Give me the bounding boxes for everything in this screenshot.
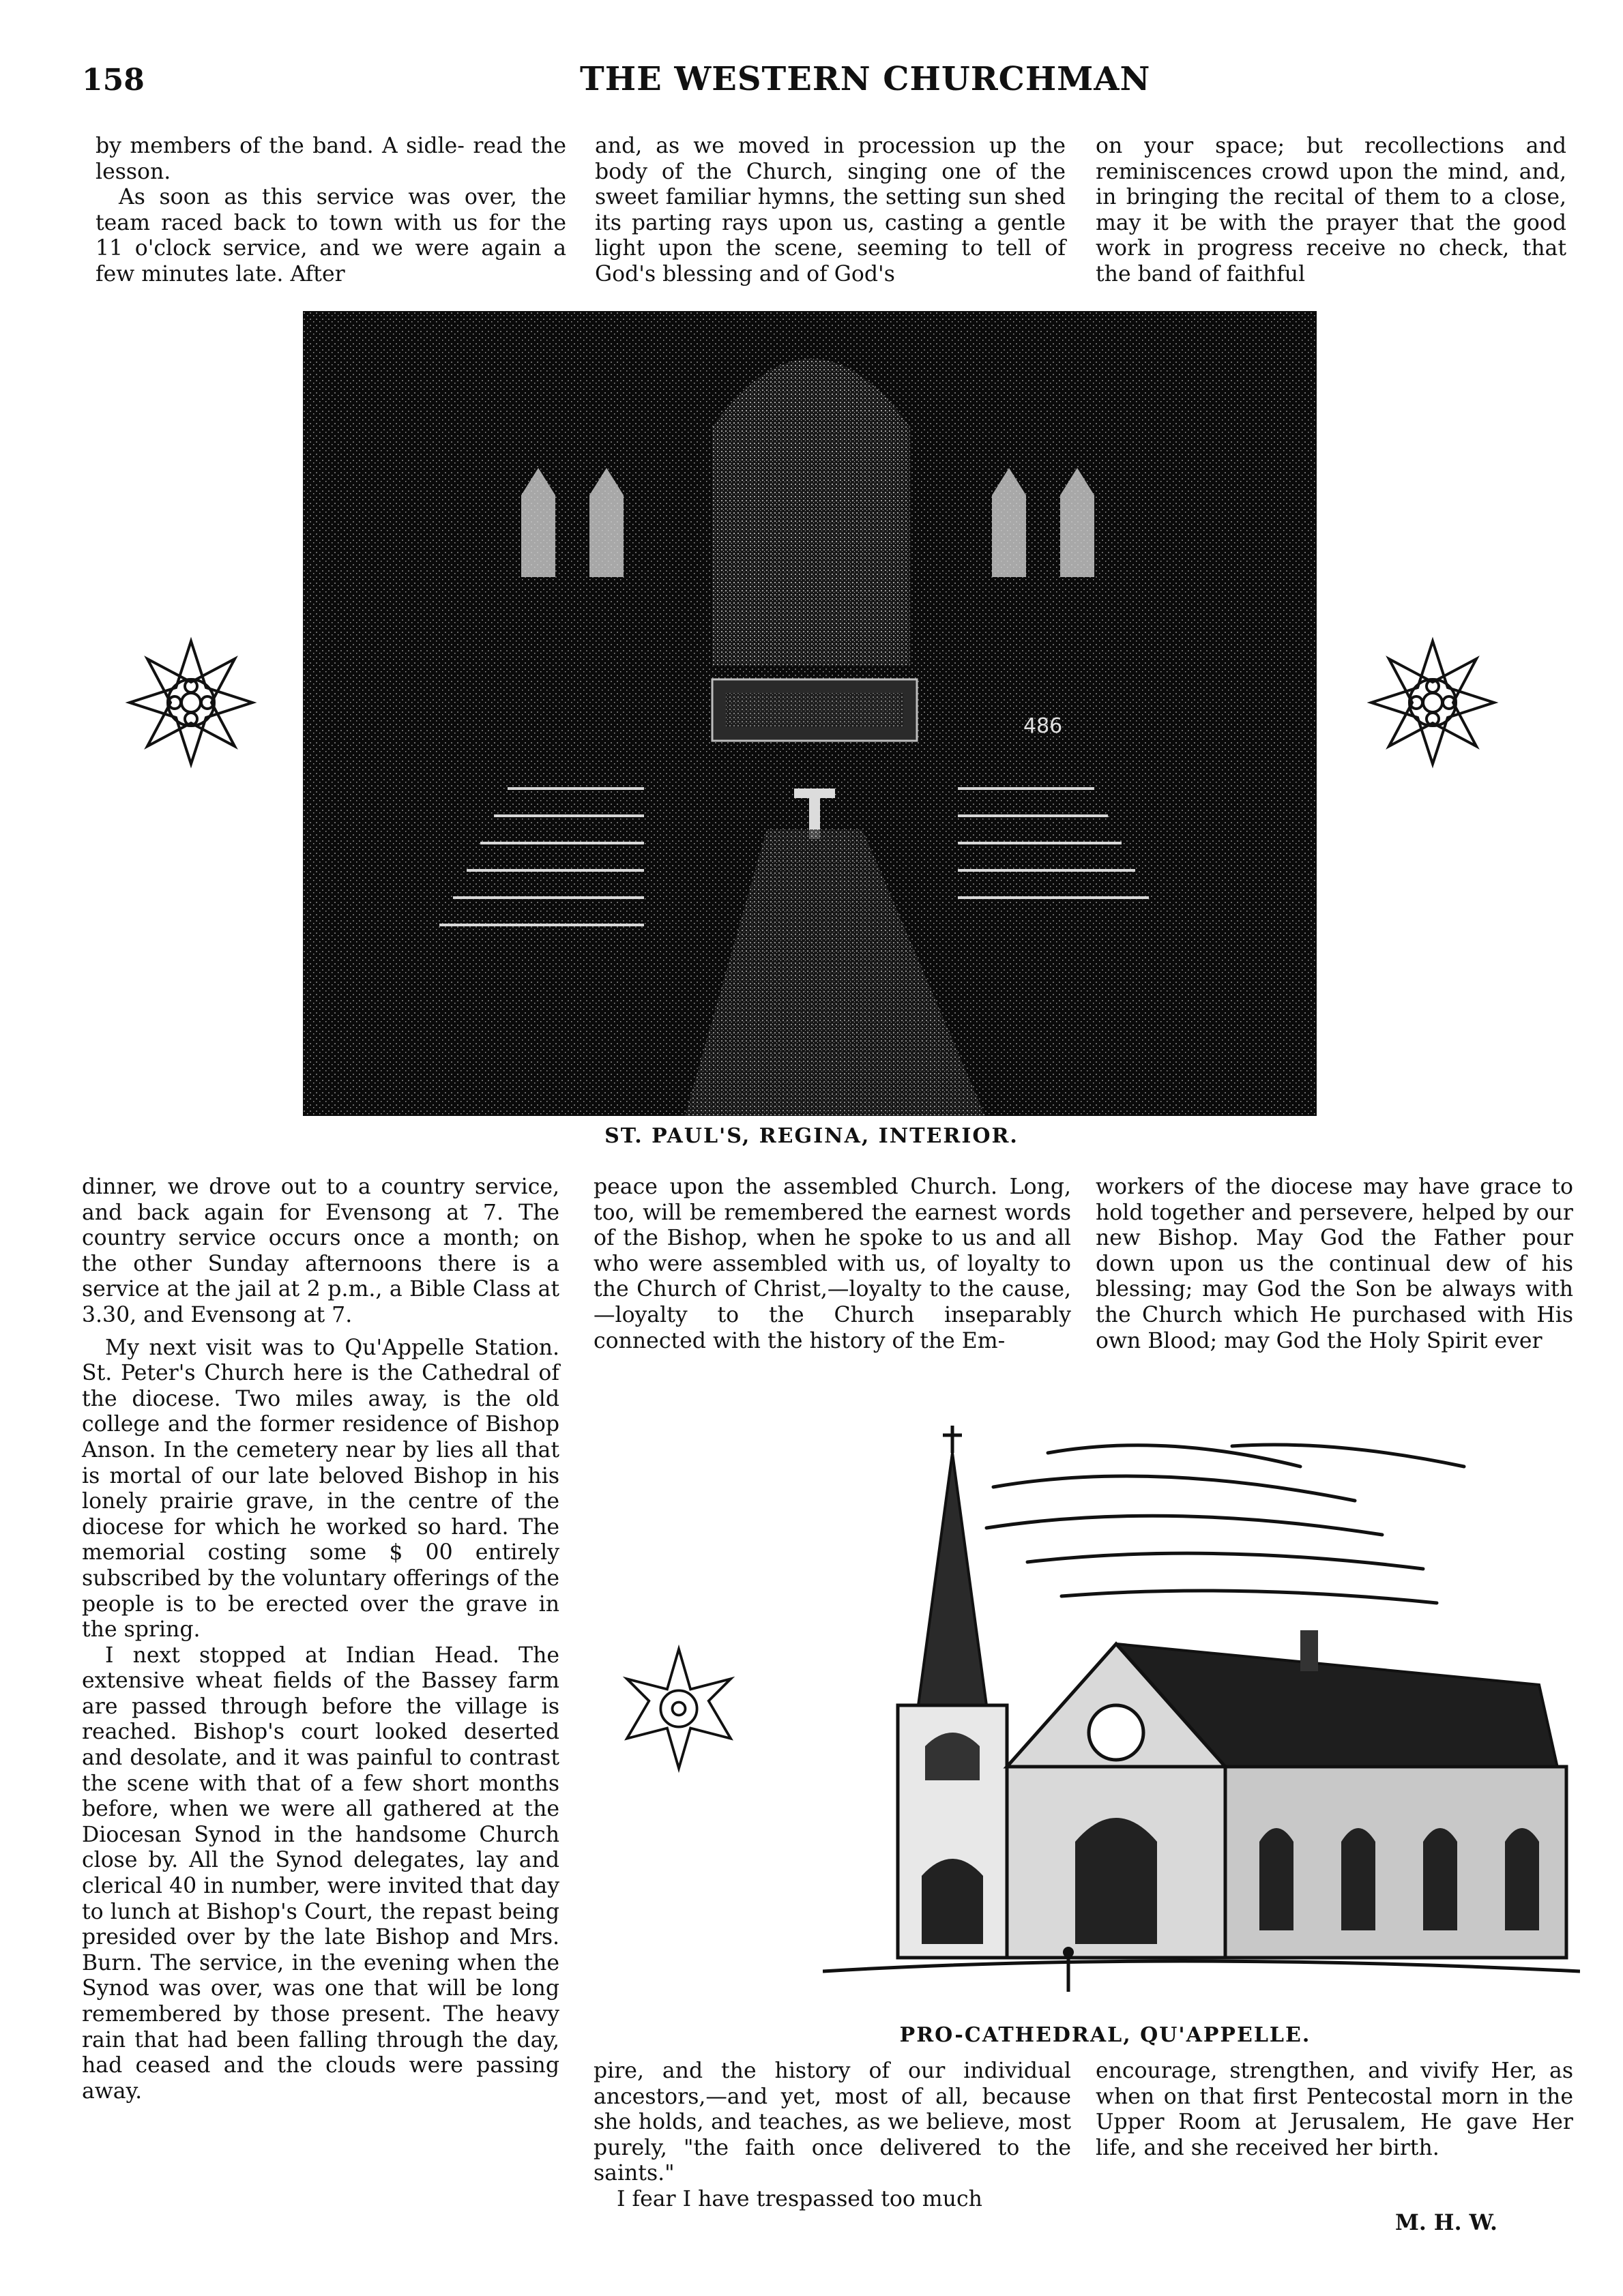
top-column-2 [595,134,1066,288]
paragraph: and, as we moved in procession up the body of the Church, singing one of the sweet familiar hymns, the setting sun shed its parting rays upon us, casting a gentle light upon the scene, seeming to tell of God's blessing and of God's [595,134,1066,286]
paragraph: My next visit was to Qu'Appelle Station. St. Peter's Church here is the Cathedral of the diocese. Two miles away, is the old college and the former residence of Bishop Anson. In the cemetery near by lies all that is mortal of our late beloved Bishop in his lonely prairie grave, in the centre of the diocese for which he worked so hard. The memorial costing some $ 00 entirely subscribed by the voluntary offerings of the people is to be erected over the grave in the spring. [82,1335,559,1643]
paragraph: I next stopped at Indian Head. The extensive wheat fields of the Bassey farm are passed through before the village is reached. Bishop's court looked deserted and desolate, and it was painful to contrast the scene with that of a few short months before, when we were all gathered at the Diocesan Synod in the handsome Church close by. All the Synod delegates, lay and clerical 40 in number, were invited that day to lunch at Bishop's Court, the repast being presided over by the late Bishop and Mrs. Burn. The service, in the evening when the Synod was over, was one that will be long remembered by those present. The heavy rain that had been falling through the day, had ceased and the clouds were passing away. [82,1643,559,2104]
star-ornament-icon [123,634,259,771]
bottom-column-3-continued [1096,2059,1573,2161]
paragraph: by members of the band. A sidle- read the lesson. [96,134,566,184]
masthead-title: THE WESTERN CHURCHMAN [580,60,1151,98]
bottom-column-2-continued [594,2059,1071,2213]
church-caption: PRO-CATHEDRAL, QU'APPELLE. [899,2023,1311,2047]
paragraph: dinner, we drove out to a country service, and back again for Evensong at 7. The country service occurs once a month; on the other Sunday afternoons there is a service at the jail at 2 p.m., a Bible Class at 3.30, and Evensong at 7. [82,1175,559,1327]
paragraph: peace upon the assembled Church. Long, too, will be remembered the earnest words of the Bishop, when he spoke to us and all who were assembled with us, of loyalty to the Church of Christ,—loyalty to the cause, —loyalty to the Church inseparably connected with the history of the Em- [594,1175,1071,1353]
paragraph: on your space; but recollections and reminiscences crowd upon the mind, and, in bringing the recital of them to a close, may it be with the prayer that the good work in progress receive no check, that the band of faithful [1096,134,1566,286]
pro-cathedral-illustration [823,1426,1580,2005]
bottom-column-1 [82,1175,559,2104]
author-signature: M. H. W. [1395,2210,1497,2235]
altar-number: 486 [1023,714,1063,738]
star-ornament-icon [614,1644,744,1773]
paragraph: encourage, strengthen, and vivify Her, as when on that first Pentecostal morn in the Upper Room at Jerusalem, He gave Her life, and she received her birth. [1096,2059,1573,2160]
paragraph: I fear I have trespassed too much [617,2186,982,2211]
bottom-column-2 [594,1175,1071,1354]
photo-caption: ST. PAUL'S, REGINA, INTERIOR. [604,1124,1019,1148]
page-number: 158 [82,63,145,98]
paragraph: pire, and the history of our individual ancestors,—and yet, most of all, because she holds, and teaches, as we believe, most purely, "the faith once delivered to the saints." [594,2059,1071,2186]
top-column-3 [1096,134,1566,288]
paragraph: As soon as this service was over, the team raced back to town with us for the 11 o'clock service, and we were again a few minutes late. After [96,185,566,286]
bottom-column-3 [1096,1175,1573,1354]
church-interior-photo [303,311,1317,1116]
paragraph: workers of the diocese may have grace to hold together and persevere, helped by our new Bishop. May God the Father pour down upon us the continual dew of his blessing; may God the Son be always with the Church which He purchased with His own Blood; may God the Holy Spirit ever [1096,1175,1573,1353]
star-ornament-icon [1364,634,1501,771]
top-column-1 [96,134,566,288]
